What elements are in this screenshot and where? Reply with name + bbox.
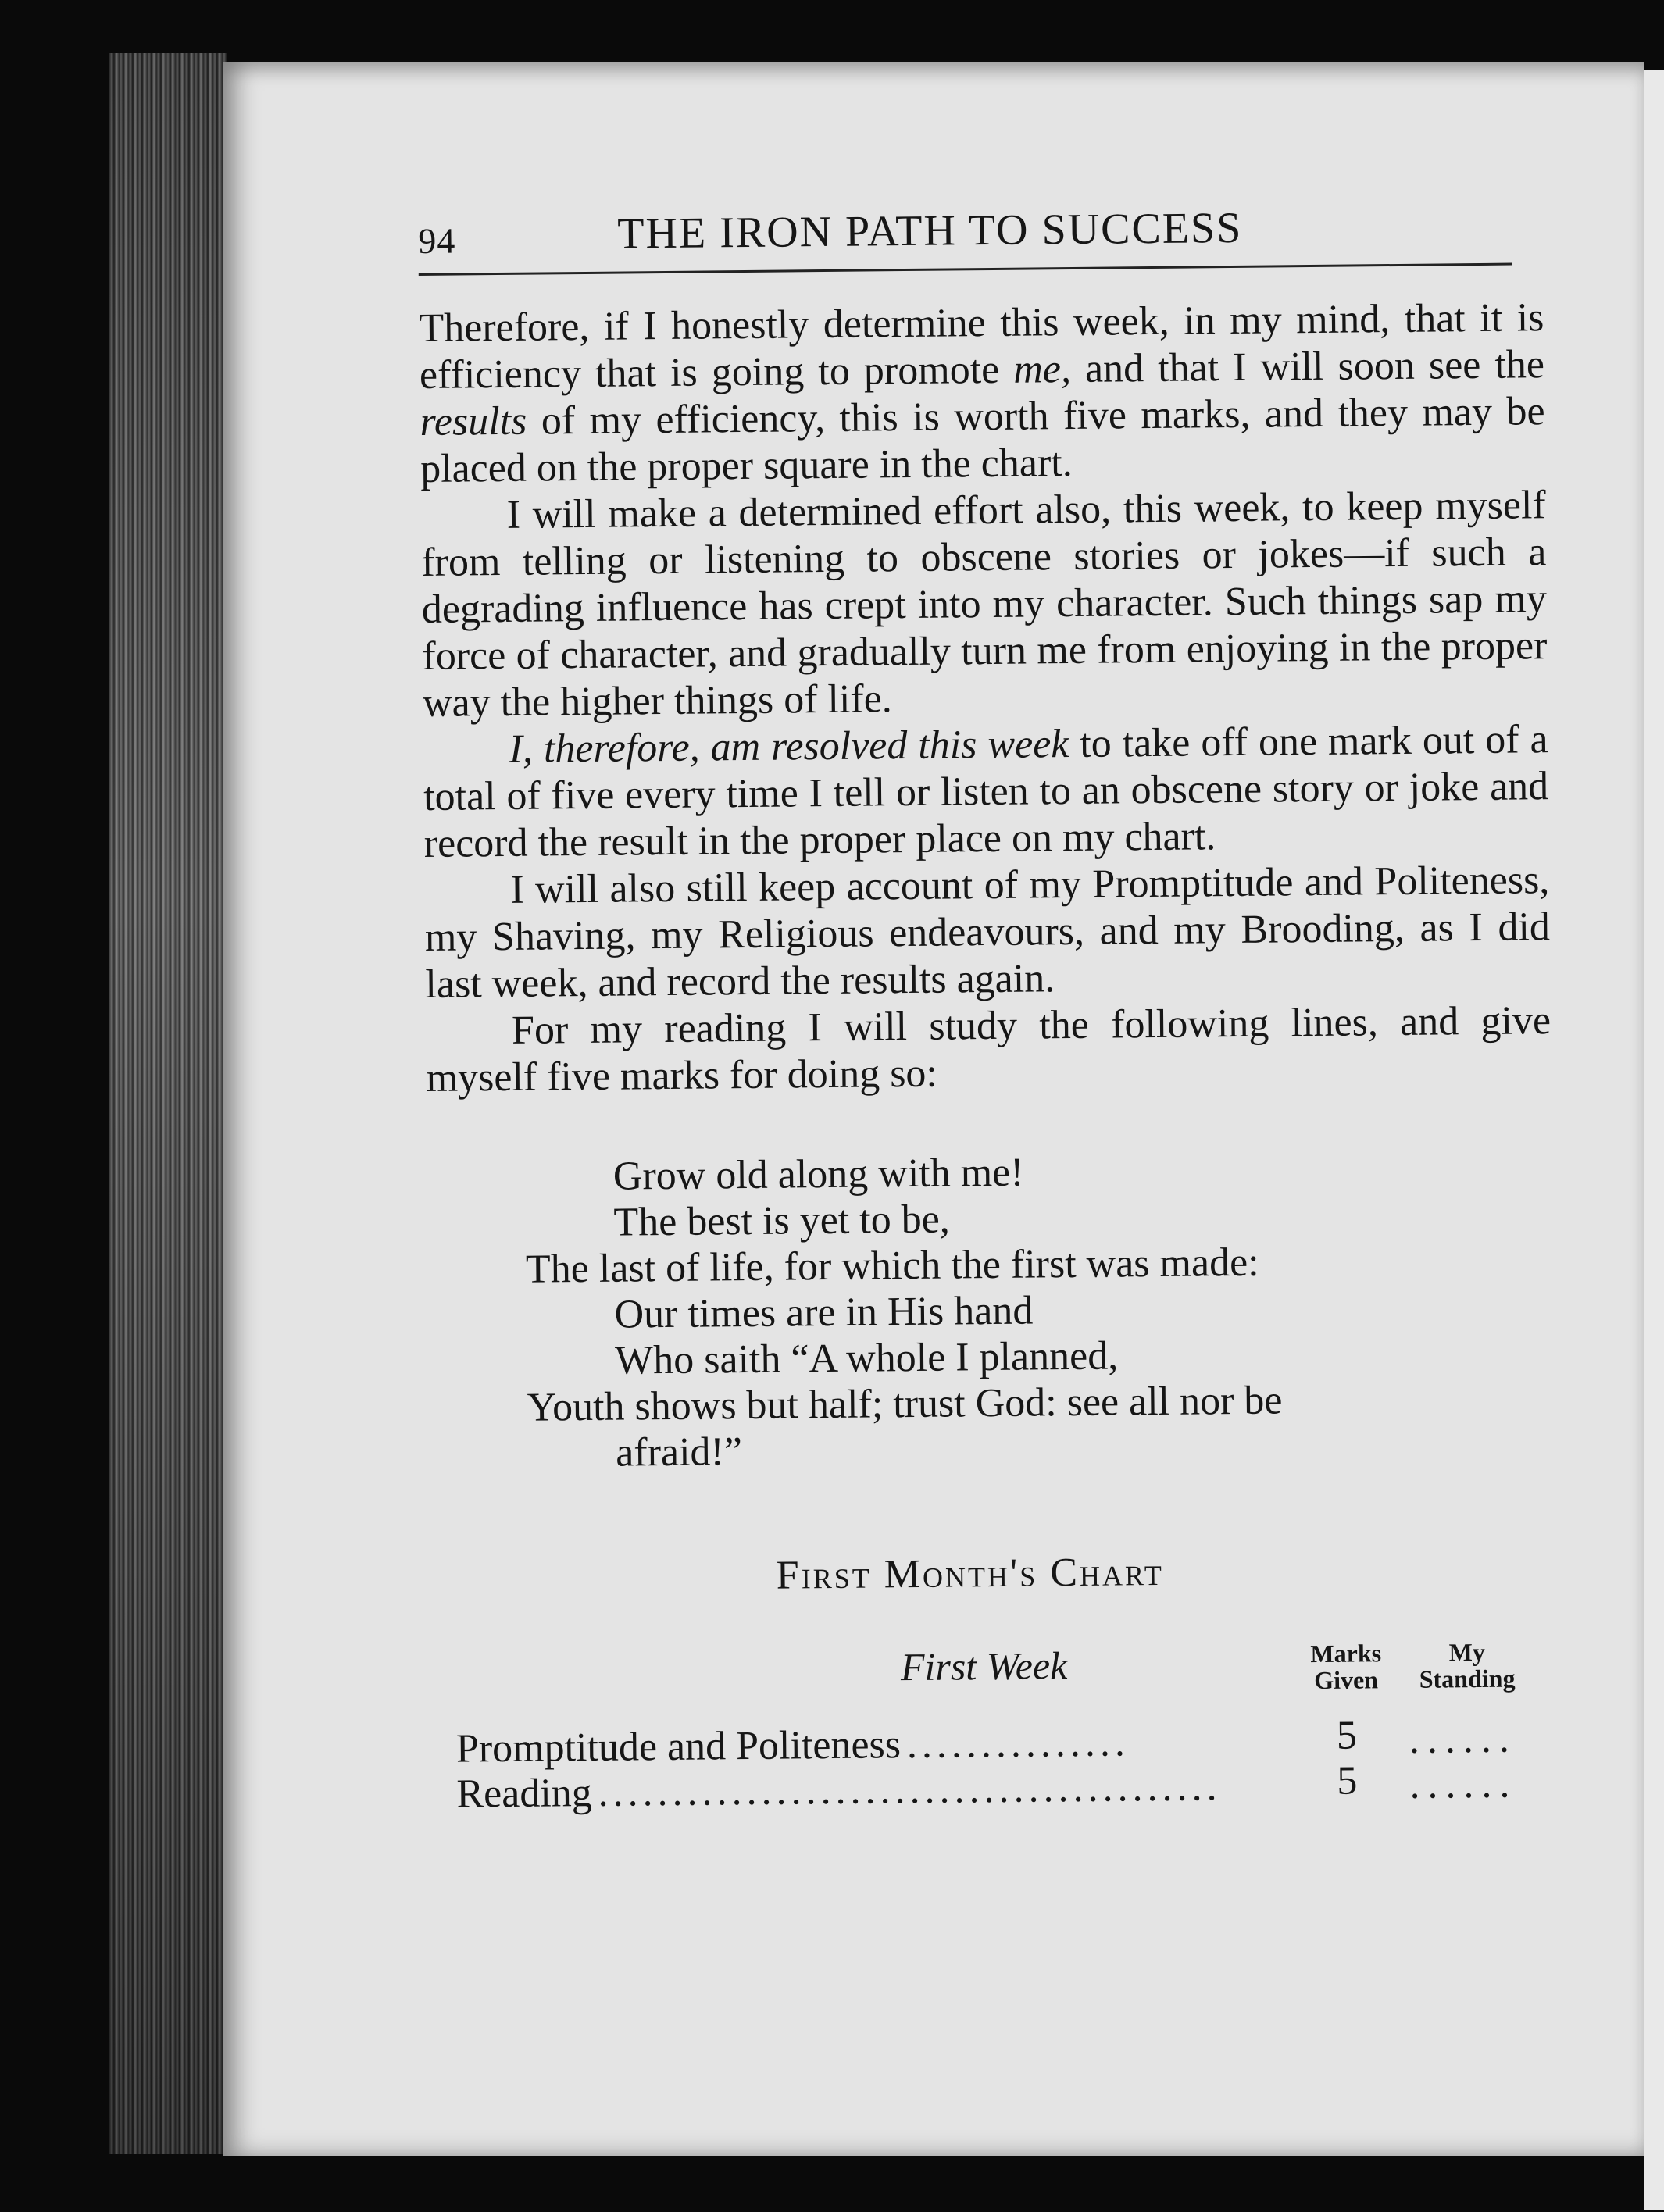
chart-title: First Month's Chart [776,1549,1165,1598]
first-month-chart [431,1545,1559,1818]
chart-rows [433,1713,1559,1818]
paragraph-3 [423,716,1549,868]
column-my-standing-line-1: My [1448,1637,1486,1667]
facing-page-edge [1644,70,1664,2210]
chart-row-marks-given: 5 [1336,1713,1358,1758]
chart-row-label: Reading [456,1770,593,1817]
chart-row-my-standing: ...... [1409,1761,1518,1807]
running-head [418,201,1512,276]
emphasis-text: I, therefore, am resolved this week [509,722,1069,772]
paragraph-5 [426,997,1552,1102]
column-my-standing [1405,1638,1530,1693]
book-title: THE IRON PATH TO SUCCESS [616,203,1243,259]
column-marks-given-line-2: Given [1314,1665,1379,1695]
emphasis-text: results [420,398,527,444]
paragraph-text: and that I will soon see the [1070,342,1545,391]
chart-row-leader-dots: ............... [906,1720,1130,1768]
poem-quotation [525,1144,1555,1477]
chart-row-marks-given: 5 [1337,1758,1358,1803]
page-content [418,200,1559,1818]
chart-header [432,1638,1558,1727]
paragraph-2 [420,482,1548,727]
paragraph-text: to take off one mark out of a total of five every time I tell or listen to an obscene story or joke and record the result in the proper place on my chart. [423,717,1549,866]
poem-line: Youth shows but half; trust God: see all nor be [527,1378,1283,1430]
paragraph-text: of my efficiency, this is worth five marks, and they may be placed on the proper square in the chart. [420,389,1545,491]
page-edges-shade [109,53,227,2154]
chart-row-label: Promptitude and Politeness [455,1722,902,1771]
poem-line: Grow old along with me! [612,1150,1024,1199]
column-my-standing-line-2: Standing [1419,1664,1516,1693]
poem-line: afraid!” [616,1429,743,1475]
paragraph-1 [419,294,1545,493]
chart-row-leader-dots: .......................................... [598,1764,1222,1815]
poem-line: The last of life, for which the first was made: [525,1240,1259,1292]
poem-line: Who saith “A whole I planned, [614,1333,1119,1383]
paragraph-text: Therefore, if I honestly determine this week, in my mind, that it is efficiency that is going to promote [419,295,1544,398]
paragraph-text: I will make a determined effort also, this week, to keep myself from telling or listening to obscene stories or jokes—if such a degrading influence has crept into my character. Such things sap my force of character, and gradually turn me from enjoying in the proper way the higher things of life. [421,483,1548,726]
paragraph-4 [424,857,1551,1008]
poem-line: Our times are in His hand [614,1288,1034,1337]
paragraph-text: I will also still keep account of my Promptitude and Politeness, my Shaving, my Religious endeavours, and my Brooding, as I did last week, and record the results again. [424,858,1551,1007]
week-label: First Week [900,1643,1068,1689]
poem-line: The best is yet to be, [613,1197,951,1245]
body-text [419,294,1552,1102]
column-marks-given [1295,1639,1398,1693]
paragraph-text: For my reading I will study the following lines, and give myself five marks for doing so: [426,998,1552,1101]
page-number: 94 [418,220,456,261]
emphasis-text: me, [1013,346,1072,392]
chart-row-my-standing: ...... [1409,1716,1518,1762]
column-marks-given-line-1: Marks [1310,1639,1382,1668]
